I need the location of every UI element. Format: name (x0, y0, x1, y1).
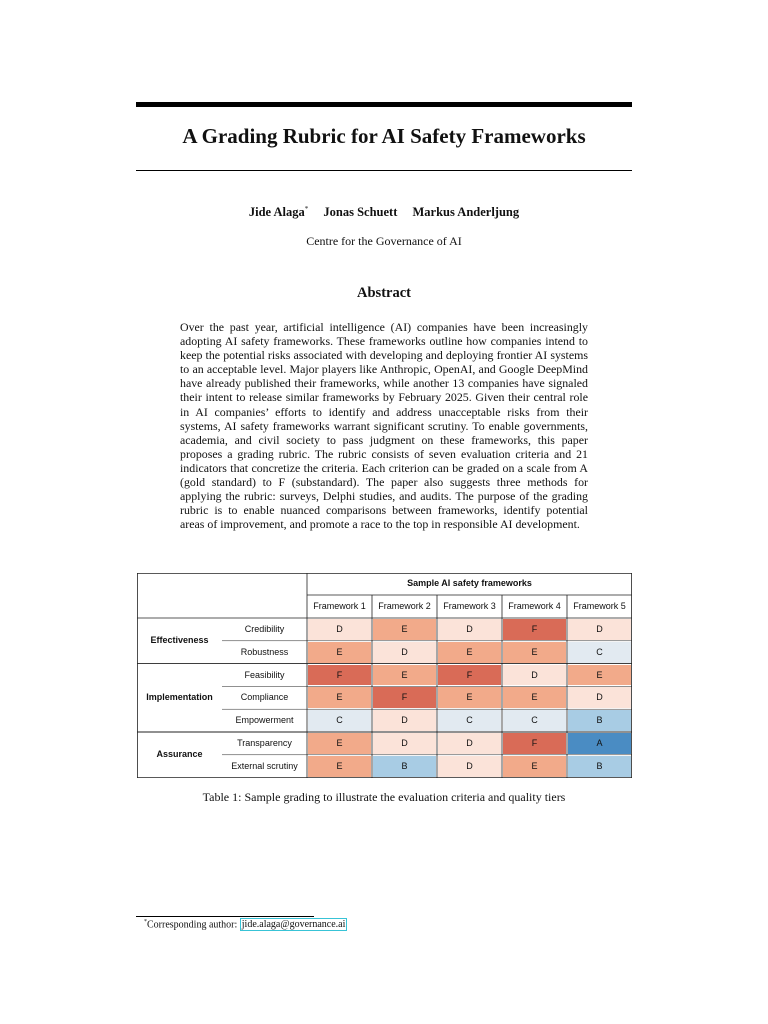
grade-cell: E (308, 733, 371, 754)
footnote (144, 919, 347, 930)
framework-header: Framework 2 (378, 601, 431, 611)
author-list (136, 205, 632, 220)
criterion-label: Empowerment (235, 715, 294, 726)
grade-cell: D (438, 733, 501, 754)
grade-cell: A (568, 733, 631, 754)
grade-cell: E (373, 665, 436, 686)
grade-cell: E (503, 687, 566, 708)
criterion-label: Credibility (244, 624, 285, 634)
criterion-label: External scrutiny (231, 760, 298, 771)
author-mark: * (304, 205, 309, 213)
grade-cell: F (308, 665, 371, 686)
grade-cell: E (503, 642, 566, 663)
grade-cell: E (308, 687, 371, 708)
footnote-mark: * (144, 919, 147, 925)
footnote-rule (136, 916, 314, 917)
grade-cell: F (503, 619, 566, 640)
grade-cell: E (308, 642, 371, 663)
grade-cell: D (373, 642, 436, 663)
grade-cell: F (503, 733, 566, 754)
author-3: Markus Anderljung (412, 205, 520, 220)
grade-cell: D (438, 619, 501, 640)
author-name: Jide Alaga (248, 205, 305, 220)
author-1 (249, 205, 308, 219)
abstract-heading: Abstract (357, 285, 411, 301)
framework-header: Framework 4 (508, 601, 561, 611)
grade-cell: D (568, 619, 631, 640)
grade-cell: D (373, 733, 436, 754)
grade-cell: E (438, 642, 501, 663)
grade-cell: D (373, 710, 436, 731)
group-label: Implementation (146, 691, 213, 702)
grade-cell: C (503, 710, 566, 731)
grading-table (137, 573, 632, 778)
grade-cell: C (308, 710, 371, 731)
grade-cell: D (438, 756, 501, 777)
grade-cell: B (373, 756, 436, 777)
framework-header: Framework 5 (573, 601, 626, 611)
grade-cell: C (438, 710, 501, 731)
group-label: Assurance (156, 748, 203, 759)
grade-cell: C (568, 642, 631, 663)
grade-cell: F (373, 687, 436, 708)
grade-cell: E (373, 619, 436, 640)
grade-cell: E (568, 665, 631, 686)
table-super-header: Sample AI safety frameworks (407, 578, 532, 588)
group-label: Effectiveness (150, 634, 209, 645)
paper-title: A Grading Rubric for AI Safety Frameworks (182, 124, 586, 148)
affiliation: Centre for the Governance of AI (306, 234, 462, 248)
grade-cell: D (308, 619, 371, 640)
grade-cell: D (503, 665, 566, 686)
abstract-text: Over the past year, artificial intelligence (AI) companies have been increasingly adopting AI safety frameworks. These frameworks outline how companies intend to keep the potential risks associated with developing and deploying frontier AI systems to an acceptable level. Major players like Anthropic, OpenAI, and Google DeepMind have already published their frameworks, while another 13 companies have signaled their intent to release similar frameworks by February 2025. Given their central role in AI companies’ efforts to identify and address unacceptable risks from their systems, AI safety frameworks warrant significant scrutiny. To enable governments, academia, and civil society to pass judgment on these frameworks, this paper proposes a grading rubric. The rubric consists of seven evaluation criteria and 21 indicators that concretize the criteria. Each criterion can be graded on a scale from A (gold standard) to F (substandard). The paper also suggests three methods for applying the rubric: surveys, Delphi studies, and audits. The purpose of the grading rubric is to enable nuanced comparisons between frameworks, identify potential areas of improvement, and promote a race to the top in responsible AI development. (180, 320, 588, 532)
author-2: Jonas Schuett (323, 205, 398, 220)
grade-cell: B (568, 756, 631, 777)
grade-cell: F (438, 665, 501, 686)
grade-cell: E (438, 687, 501, 708)
title-rule-bottom (136, 170, 632, 171)
criterion-label: Feasibility (244, 669, 285, 680)
email-link[interactable]: jide.alaga@governance.ai (241, 919, 346, 931)
grade-cell: E (308, 756, 371, 777)
grade-cell: E (503, 756, 566, 777)
footnote-text: Corresponding author: (147, 919, 240, 931)
criterion-label: Robustness (240, 646, 289, 657)
title-rule-top (136, 102, 632, 107)
framework-header: Framework 1 (313, 601, 366, 611)
criterion-label: Transparency (237, 738, 292, 748)
table-caption: Table 1: Sample grading to illustrate the evaluation criteria and quality tiers (202, 790, 566, 804)
grade-cell: D (568, 687, 631, 708)
framework-header: Framework 3 (443, 601, 496, 611)
grade-cell: B (568, 710, 631, 731)
criterion-label: Compliance (240, 692, 289, 703)
